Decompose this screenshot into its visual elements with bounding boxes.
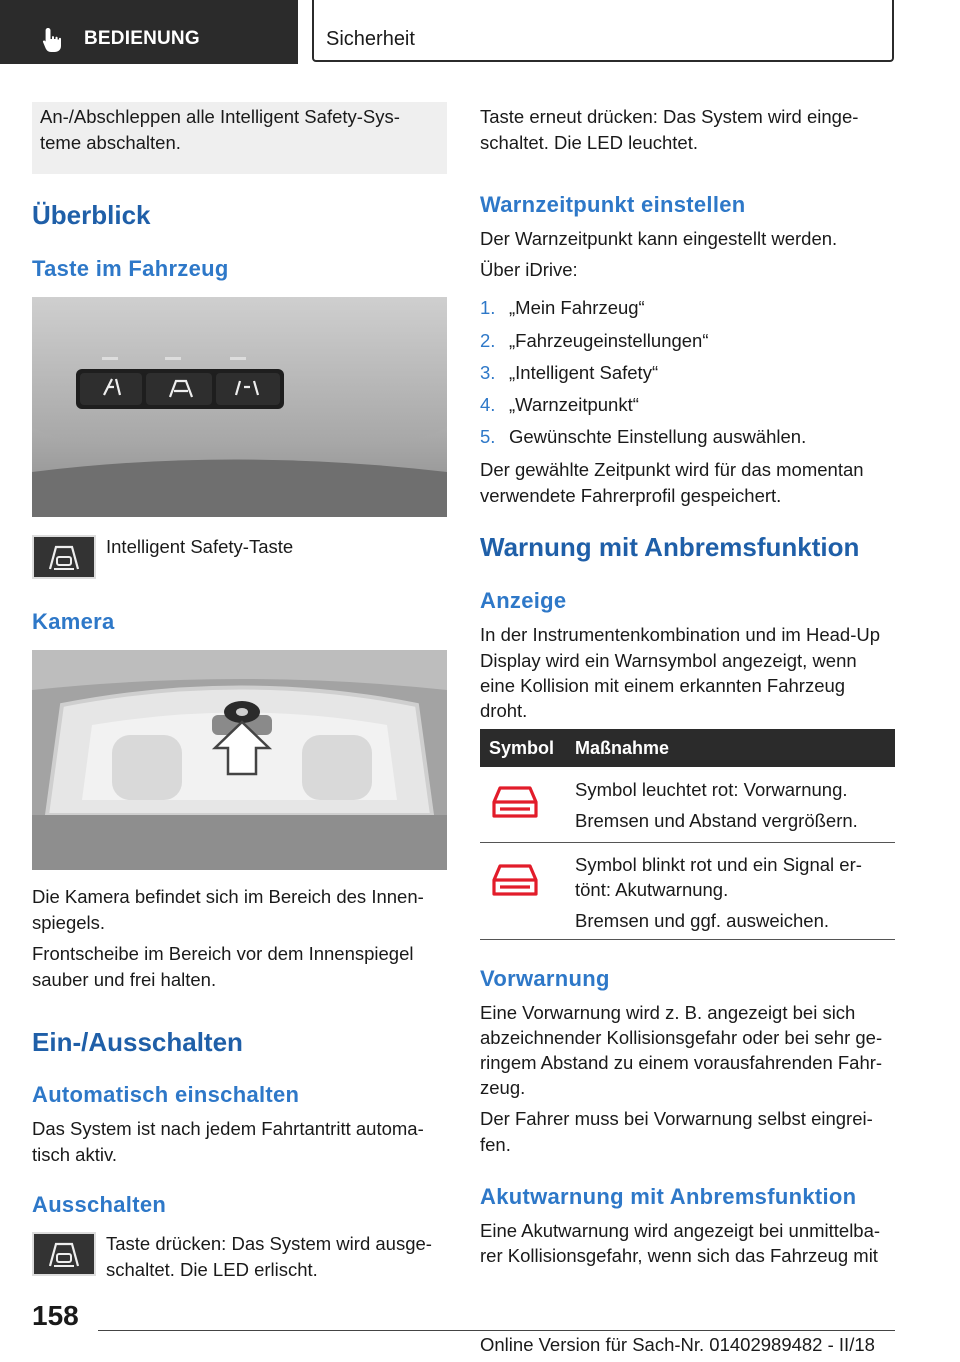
table-row-2-line-2: tönt: Akutwarnung. <box>575 879 729 900</box>
note-line-2: teme abschalten. <box>40 132 181 153</box>
hand-pointer-icon <box>40 26 66 54</box>
heading-akutwarnung: Akutwarnung mit Anbremsfunktion <box>480 1184 857 1209</box>
photo-vehicle-buttons <box>32 297 447 517</box>
intelligent-safety-button-icon-2 <box>32 1232 96 1276</box>
step-5-text: Gewünschte Einstellung auswählen. <box>509 426 807 447</box>
photo-camera-windshield <box>32 650 447 870</box>
table-col-massnahme: Maßnahme <box>575 738 670 758</box>
kamera-text-1-line-2: spiegels. <box>32 912 106 933</box>
fahrer-text-line-2: fen. <box>480 1134 511 1155</box>
heading-ein-ausschalten: Ein-/Ausschalten <box>32 1027 243 1057</box>
page-number: 158 <box>32 1300 79 1331</box>
anzeige-text-line-1: In der Instrumentenkombination und im Head-Up <box>480 624 881 645</box>
heading-ueberblick: Überblick <box>32 200 151 230</box>
note-line-1: An-/Abschleppen alle Intelligent Safety-Sys- <box>40 106 400 127</box>
step-1-text: „Mein Fahrzeug“ <box>509 297 645 318</box>
step-2-text: „Fahrzeugeinstellungen“ <box>509 330 709 351</box>
vorwarnung-text-line-2: abzeichnender Kollisionsgefahr oder bei sehr ge- <box>480 1027 883 1048</box>
heading-warnzeitpunkt: Warnzeitpunkt einstellen <box>480 192 746 217</box>
footer-version-text: Online Version für Sach-Nr. 01402989482 - II/18 <box>480 1334 875 1355</box>
anzeige-text-line-3: eine Kollision mit einem erkannten Fahrzeug <box>480 675 846 696</box>
aus-text-line-2: schaltet. Die LED erlischt. <box>106 1259 318 1280</box>
intelligent-safety-button-icon <box>32 535 96 579</box>
step-5-number: 5. <box>480 426 496 447</box>
heading-taste-im-fahrzeug: Taste im Fahrzeug <box>32 256 229 281</box>
warnzeit-text: Der Warnzeitpunkt kann eingestellt werden. <box>480 228 838 249</box>
heading-vorwarnung: Vorwarnung <box>480 966 610 991</box>
vorwarnung-text-line-1: Eine Vorwarnung wird z. B. angezeigt bei sich <box>480 1002 856 1023</box>
car-warning-red-icon-2 <box>490 862 540 902</box>
step-3-text: „Intelligent Safety“ <box>509 362 659 383</box>
vorwarnung-text-line-3: ringem Abstand zu einem vorausfahrenden Fahr- <box>480 1052 883 1073</box>
heading-ausschalten: Ausschalten <box>32 1192 167 1217</box>
auto-text-line-1: Das System ist nach jedem Fahrtantritt automa- <box>32 1118 424 1139</box>
table-row-1-line-2: Bremsen und Abstand vergrößern. <box>575 810 858 831</box>
table-row-2-line-1: Symbol blinkt rot und ein Signal er- <box>575 854 862 875</box>
header-section-label: BEDIENUNG <box>84 28 200 49</box>
heading-warnung-anbremsfunktion: Warnung mit Anbremsfunktion <box>480 532 860 562</box>
step-3-number: 3. <box>480 362 496 383</box>
kamera-text-2-line-1: Frontscheibe im Bereich vor dem Innenspiegel <box>32 943 414 964</box>
step-4-text: „Warnzeitpunkt“ <box>509 394 639 415</box>
anzeige-text-line-4: droht. <box>480 700 528 721</box>
idrive-text: Über iDrive: <box>480 259 578 280</box>
akut-text-line-2: rer Kollisionsgefahr, wenn sich das Fahrzeug mit <box>480 1245 878 1266</box>
table-bottom-rule <box>480 939 895 940</box>
erneut-text-line-1: Taste erneut drücken: Das System wird einge- <box>480 106 859 127</box>
car-warning-red-icon <box>490 784 540 824</box>
gespeichert-text-line-1: Der gewählte Zeitpunkt wird für das momentan <box>480 459 864 480</box>
fahrer-text-line-1: Der Fahrer muss bei Vorwarnung selbst eingrei- <box>480 1108 873 1129</box>
heading-automatisch-einschalten: Automatisch einschalten <box>32 1082 300 1107</box>
erneut-text-line-2: schaltet. Die LED leuchtet. <box>480 132 698 153</box>
step-2-number: 2. <box>480 330 496 351</box>
anzeige-text-line-2: Display wird ein Warnsymbol angezeigt, wenn <box>480 650 857 671</box>
footer-rule <box>98 1330 895 1331</box>
page-title: Sicherheit <box>326 28 415 50</box>
table-row-divider <box>480 842 895 843</box>
kamera-text-1-line-1: Die Kamera befindet sich im Bereich des Innen- <box>32 886 424 907</box>
table-row-1-line-1: Symbol leuchtet rot: Vorwarnung. <box>575 779 848 800</box>
step-4-number: 4. <box>480 394 496 415</box>
heading-kamera: Kamera <box>32 609 115 634</box>
heading-anzeige: Anzeige <box>480 588 567 613</box>
aus-text-line-1: Taste drücken: Das System wird ausge- <box>106 1233 432 1254</box>
vorwarnung-text-line-4: zeug. <box>480 1077 526 1098</box>
table-col-symbol: Symbol <box>489 738 555 758</box>
taste-caption: Intelligent Safety-Taste <box>106 536 294 557</box>
table-row-2-line-3: Bremsen und ggf. ausweichen. <box>575 910 830 931</box>
akut-text-line-1: Eine Akutwarnung wird angezeigt bei unmittelba- <box>480 1220 881 1241</box>
kamera-text-2-line-2: sauber und frei halten. <box>32 969 217 990</box>
step-1-number: 1. <box>480 297 496 318</box>
auto-text-line-2: tisch aktiv. <box>32 1144 117 1165</box>
gespeichert-text-line-2: verwendete Fahrerprofil gespeichert. <box>480 485 782 506</box>
